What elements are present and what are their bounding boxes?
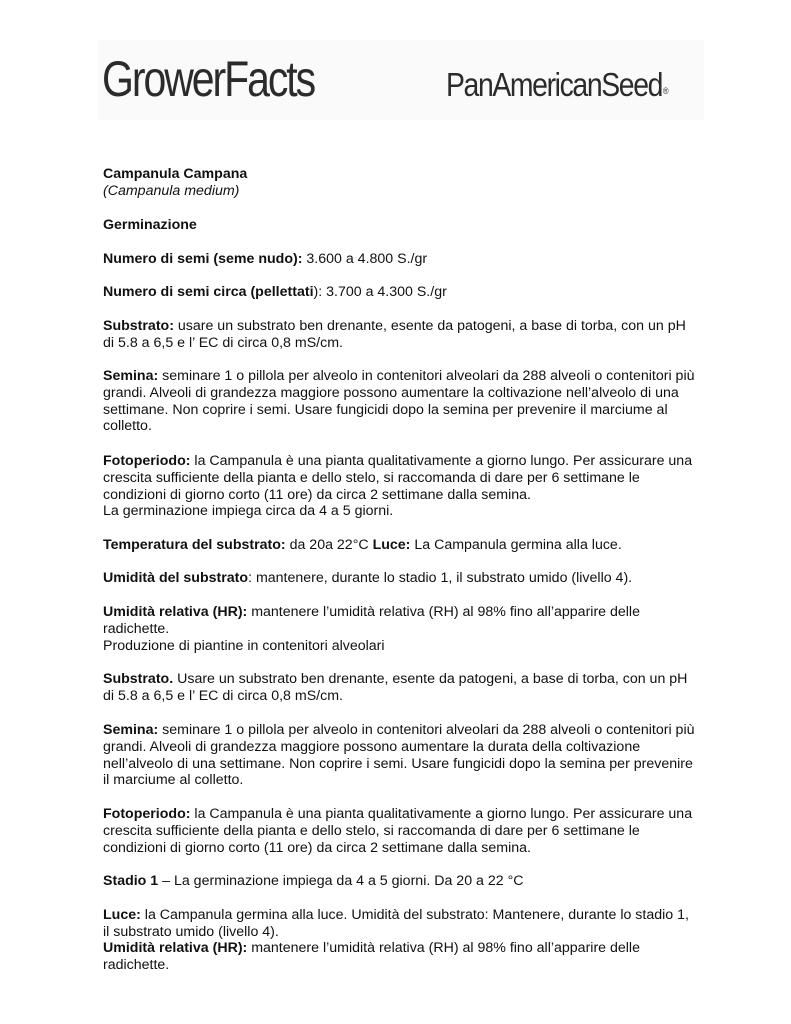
temperatura-paragraph <box>103 537 695 554</box>
produzione-line: Produzione di piantine in contenitori alveolari <box>103 637 385 654</box>
umidita-substrato-label: Umidità del substrato <box>103 570 249 586</box>
temperatura-text: da 20a 22°C <box>285 537 373 553</box>
umidita-relativa-label-1: Umidità relativa (HR): <box>103 604 248 620</box>
fotoperiodo-paragraph-1 <box>103 453 695 520</box>
semina-label-1: Semina: <box>103 368 159 384</box>
substrato-text-1: usare un substrato ben drenante, esente da patogeni, a base di torba, con un pH di 5.8 a 6,5 e l’ EC di circa 0,8 mS/cm. <box>103 318 686 351</box>
substrato-label-1: Substrato: <box>103 318 174 334</box>
substrato-paragraph-2 <box>103 671 695 705</box>
semina-text-2: seminare 1 o pillola per alveolo in contenitori alveolari da 288 alveoli o contenitori più grandi. Alveoli di grandezza maggiore possono aumentare la durata della coltivazione nell’alveolo di una settimane. Non coprire i semi. Usare fungicidi dopo la semina per prevenire il marciume al colletto. <box>103 722 695 789</box>
stadio-label: Stadio 1 <box>103 873 159 889</box>
umidita-relativa-paragraph-2 <box>103 940 695 974</box>
fotoperiodo-text-1: la Campanula è una pianta qualitativamente a giorno lungo. Per assicurare una crescita sufficiente della pianta e dello stelo, si raccomanda di dare per 6 settimane le condizioni di giorno corto (11 ore) da circa 2 settimane dalla semina. <box>103 453 693 503</box>
seeds-nude-label: Numero di semi (seme nudo): <box>103 251 303 267</box>
germination-time-line: La germinazione impiega circa da 4 a 5 giorni. <box>103 503 394 520</box>
doc-subtitle: (Campanula medium) <box>103 183 240 199</box>
fotoperiodo-label-2: Fotoperiodo: <box>103 806 191 822</box>
stadio-paragraph <box>103 873 695 890</box>
panamerican-seed-logo <box>446 68 669 101</box>
semina-paragraph-1 <box>103 368 695 435</box>
semina-text-1: seminare 1 o pillola per alveolo in contenitori alveolari da 288 alveoli o contenitori più grandi. Alveoli di grandezza maggiore possono aumentare la coltivazione nell’alveolo di una settimane. Non coprire i semi. Usare fungicidi dopo la semina per prevenire il marciume al colletto. <box>103 368 695 435</box>
luce-label-1: Luce: <box>372 537 411 553</box>
seeds-pellet-paragraph <box>103 284 695 301</box>
registered-mark: ® <box>662 86 669 96</box>
umidita-relativa-label-2: Umidità relativa (HR): <box>103 940 248 956</box>
seeds-pellet-label: Numero di semi circa (pellettati <box>103 284 314 300</box>
stadio-text: – La germinazione impiega da 4 a 5 giorni. Da 20 a 22 °C <box>158 873 524 889</box>
substrato-text-2: Usare un substrato ben drenante, esente da patogeni, a base di torba, con un pH di 5.8 a 6,5 e l’ EC di circa 0,8 mS/cm. <box>103 671 688 704</box>
umidita-relativa-text-1: mantenere l’umidità relativa (RH) al 98% fino all’apparire delle radichette. <box>103 604 640 637</box>
fotoperiodo-text-2: la Campanula è una pianta qualitativamente a giorno lungo. Per assicurare una crescita sufficiente della pianta e dello stelo, si raccomanda di dare per 6 settimane le condizioni di giorno corto (11 ore) da circa 2 settimane dalla semina. <box>103 806 693 856</box>
fotoperiodo-label-1: Fotoperiodo: <box>103 453 191 469</box>
semina-label-2: Semina: <box>103 722 159 738</box>
growerfacts-logo <box>102 51 315 107</box>
temperatura-label: Temperatura del substrato: <box>103 537 286 553</box>
seeds-nude-text: 3.600 a 4.800 S./gr <box>302 251 428 267</box>
substrato-label-2: Substrato. <box>103 671 174 687</box>
fotoperiodo-paragraph-2 <box>103 806 695 856</box>
seeds-nude-paragraph <box>103 251 695 268</box>
panamerican-seed-logo-text: PanAmericanSeed <box>446 66 663 103</box>
umidita-relativa-paragraph-1 <box>103 604 695 654</box>
umidita-substrato-paragraph <box>103 570 695 587</box>
seeds-pellet-text: ): 3.700 a 4.300 S./gr <box>313 284 447 300</box>
doc-title: Campanula Campana <box>103 166 248 182</box>
umidita-relativa-text-2: mantenere l’umidità relativa (RH) al 98% fino all’apparire delle radichette. <box>103 940 640 973</box>
luce-paragraph-2 <box>103 907 695 941</box>
growerfacts-logo-text: GrowerFacts <box>102 51 315 107</box>
luce-text-2: la Campanula germina alla luce. Umidità del substrato: Mantenere, durante lo stadio 1, il substrato umido (livello 4). <box>103 907 689 940</box>
semina-paragraph-2 <box>103 722 695 789</box>
section-germinazione: Germinazione <box>103 217 197 233</box>
luce-label-2: Luce: <box>103 907 141 923</box>
umidita-substrato-text: : mantenere, durante lo stadio 1, il substrato umido (livello 4). <box>248 570 633 586</box>
substrato-paragraph-1 <box>103 318 695 352</box>
luce-text-1: La Campanula germina alla luce. <box>410 537 622 553</box>
